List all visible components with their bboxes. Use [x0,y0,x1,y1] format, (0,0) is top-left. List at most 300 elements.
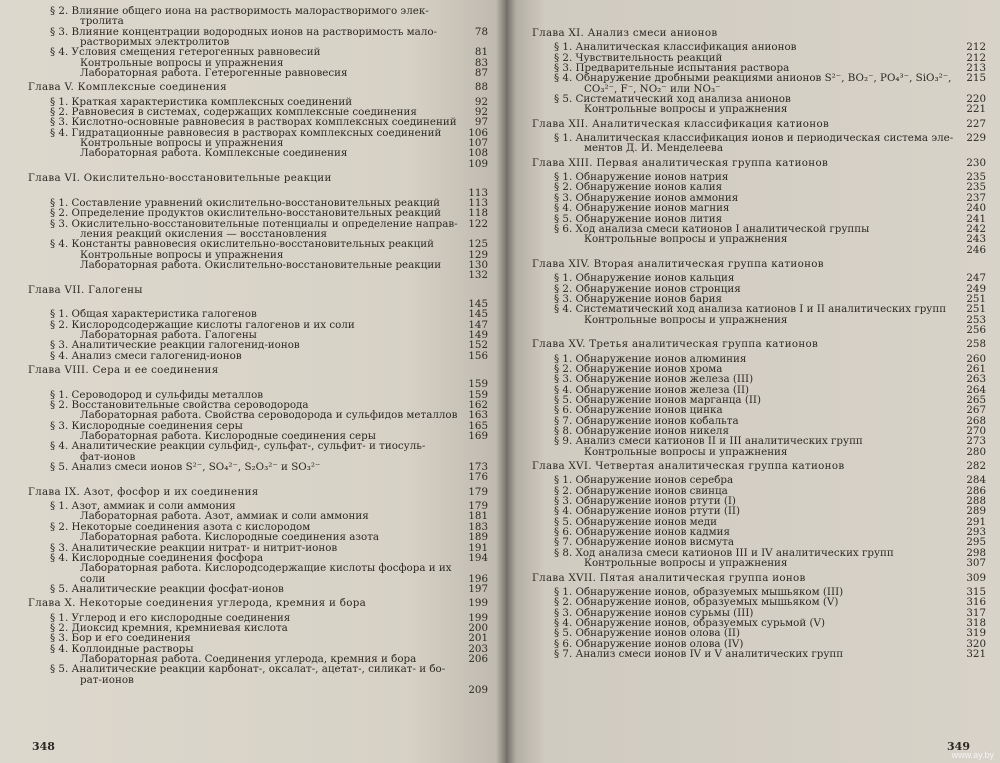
toc-entry-page: 319 [966,627,986,640]
toc-entry-title: Глава VI. Окислительно-восстановительные реакции [28,173,332,184]
toc-entry-page: 200 [468,621,488,634]
toc-entry-page: 87 [474,67,488,80]
toc-entry-title: § 4. Коллоидные растворы [50,643,194,654]
toc-entry-line [28,623,488,633]
toc-entry-line [28,159,488,169]
toc-entry-page: 162 [468,399,488,412]
toc-entry-line [28,97,488,107]
toc-entry-title: § 1. Обнаружение ионов серебра [554,475,734,486]
toc-entry-line [28,208,488,218]
toc-entry-page: 286 [966,484,986,497]
toc-entry-title: § 1. Составление уравнений окислительно-восстановительных реакций [50,197,441,209]
toc-entry-title: § 7. Анализ смеси ионов IV и V аналитических групп [554,648,844,660]
toc-entry-title: § 2. Чувствительность реакций [554,52,723,64]
toc-entry-title: § 1. Обнаружение ионов кальция [554,273,735,284]
toc-entry-line [28,421,488,431]
toc-entry-page: 288 [966,495,986,508]
toc-entry-line [532,506,986,516]
toc-entry-title: § 9. Анализ смеси катионов II и III аналитических групп [554,436,863,447]
toc-entry-title: Контрольные вопросы и упражнения [80,57,284,69]
toc-entry-line [28,299,488,309]
toc-entry-title: § 3. Обнаружение ионов бария [554,293,722,305]
toc-entry-title: § 2. Диоксид кремния, кремниевая кислота [50,622,288,634]
toc-entry-title: § 1. Обнаружение ионов натрия [554,172,729,183]
toc-entry-line [28,6,488,16]
toc-entry-line [532,304,986,314]
toc-entry-title: § 2. Обнаружение ионов калия [554,182,723,193]
toc-entry-page: 247 [966,272,986,285]
toc-entry-page: 83 [474,56,488,69]
toc-entry-line [28,410,488,420]
toc-entry-title: § 5. Анализ смеси ионов S²⁻, SO₄²⁻, S₂O₃²⁻ и SO₃²⁻ [50,462,321,473]
toc-entry-line [532,597,986,607]
toc-entry-title: § 2. Обнаружение ионов хрома [554,363,723,375]
toc-entry-page: 246 [966,243,986,256]
toc-entry-title: § 7. Обнаружение ионов кобальта [554,415,739,427]
toc-chapter-line [532,339,986,349]
toc-entry-page: 165 [468,419,488,432]
toc-entry-line [532,447,986,457]
toc-entry-line [28,68,488,78]
toc-entry-line [28,522,488,532]
toc-entry-title: Лабораторная работа. Свойства сероводорода и сульфидов металлов [80,410,458,421]
toc-entry-title: § 4. Обнаружение ионов железа (II) [554,384,750,395]
toc-entry-title: § 3. Влияние концентрации водородных ионов на растворимость мало- [50,26,438,38]
toc-entry-line [532,143,986,153]
toc-entry-page: 298 [966,546,986,559]
toc-entry-page: 189 [468,531,488,544]
toc-entry-page: 270 [966,425,986,438]
toc-entry-page: 156 [468,349,488,362]
toc-entry-line [532,214,986,224]
toc-entry-title: Глава XVII. Пятая аналитическая группа ионов [532,572,806,583]
toc-entry-line [28,431,488,441]
toc-entry-line [532,325,986,335]
toc-entry-line [532,486,986,496]
toc-entry-line [28,472,488,482]
toc-entry-page: 163 [468,409,488,422]
toc-entry-line [28,47,488,57]
toc-entry-page: 159 [468,378,488,391]
toc-entry-page: 295 [966,536,986,549]
toc-entry-line [532,84,986,94]
toc-entry-line [28,320,488,330]
toc-entry-title: § 4. Обнаружение ионов ртути (II) [554,506,741,517]
toc-entry-line [28,198,488,208]
toc-entry-page: 196 [468,572,488,585]
toc-entry-line [532,558,986,568]
toc-entry-page: 92 [474,95,488,108]
toc-entry-title: § 4. Кислородные соединения фосфора [50,552,264,564]
toc-entry-page: 108 [468,147,488,160]
toc-entry-title: § 5. Обнаружение ионов лития [554,213,723,224]
toc-entry-title: Глава XVI. Четвертая аналитическая группа катионов [532,461,845,472]
toc-entry-title: § 3. Кислородные соединения серы [50,420,243,432]
toc-entry-line [532,273,986,283]
toc-entry-title: соли [80,573,106,584]
toc-entry-title: § 5. Аналитические реакции фосфат-ионов [50,583,284,595]
toc-entry-title: § 6. Обнаружение ионов олова (IV) [554,638,744,649]
toc-entry-line [28,309,488,319]
toc-entry-title: § 5. Обнаружение ионов олова (II) [554,628,740,639]
toc-entry-line [28,654,488,664]
toc-entry-line [28,644,488,654]
toc-entry-page: 215 [966,72,986,85]
toc-entry-title: Глава IX. Азот, фосфор и их соединения [28,486,259,498]
toc-entry-line [532,548,986,558]
toc-entry-line [28,675,488,685]
toc-entry-page: 220 [966,93,986,106]
toc-entry-line [532,649,986,659]
toc-entry-title: Лабораторная работа. Гетерогенные равновесия [80,68,348,79]
toc-entry-line [532,436,986,446]
toc-entry-line [28,229,488,239]
toc-entry-page: 132 [468,269,488,282]
toc-entry-line [532,537,986,547]
toc-entry-line [28,128,488,138]
toc-entry-page: 152 [468,339,488,352]
toc-entry-title: § 5. Систематический ход анализа анионов [554,94,791,105]
toc-entry-page: 229 [966,132,986,145]
toc-entry-page: 212 [966,51,986,64]
toc-entry-line [28,664,488,674]
toc-entry-title: § 3. Окислительно-восстановительные потенциалы и определение направ- [50,218,458,229]
toc-entry-page: 197 [468,582,488,595]
toc-entry-title: § 5. Обнаружение ионов марганца (II) [554,395,762,406]
toc-entry-page: 268 [966,414,986,427]
toc-entry-page: 251 [966,292,986,305]
toc-entry-title: Лабораторная работа. Кислородные соединения азота [80,532,380,543]
toc-entry-page: 106 [468,126,488,139]
toc-entry-title: Контрольные вопросы и упражнения [584,558,788,569]
toc-entry-title: Глава VIII. Сера и ее соединения [28,365,219,376]
toc-entry-line [532,475,986,485]
toc-entry-title: § 6. Обнаружение ионов кадмия [554,527,730,538]
toc-entry-page: 307 [966,557,986,570]
toc-entry-line [28,633,488,643]
toc-entry-page: 107 [468,137,488,150]
toc-entry-line [532,294,986,304]
toc-entry-page: 92 [474,106,488,119]
toc-entry-page: 261 [966,362,986,375]
toc-entry-page: 321 [966,647,986,660]
toc-entry-page: 122 [468,217,488,230]
toc-entry-page: 113 [468,196,488,209]
toc-entry-title: § 3. Аналитические реакции галогенид-ионов [50,340,300,351]
toc-entry-page: 130 [468,258,488,271]
toc-entry-line [532,608,986,618]
toc-entry-line [532,527,986,537]
toc-entry-title: § 2. Некоторые соединения азота с кислородом [50,521,311,533]
toc-entry-page: 284 [966,474,986,487]
toc-entry-title: § 2. Кислородсодержащие кислоты галогенов и их соли [50,319,355,330]
toc-entry-line [28,613,488,623]
toc-entry-title: растворимых электролитов [80,37,230,48]
toc-entry-line [532,354,986,364]
toc-entry-title: Контрольные вопросы и упражнения [80,249,284,260]
toc-entry-line [28,330,488,340]
toc-entry-line [28,351,488,361]
toc-entry-page: 227 [966,117,986,130]
toc-entry-line [28,250,488,260]
toc-entry-line [28,16,488,26]
toc-entry-title: § 2. Обнаружение ионов, образуемых мышьяком (V) [554,597,839,608]
toc-chapter-line [28,82,488,92]
toc-entry-line [28,584,488,594]
toc-entry-page: 230 [966,156,986,169]
toc-entry-line [28,270,488,280]
toc-entry-page: 88 [474,81,488,94]
toc-entry-line [28,107,488,117]
toc-entry-title: § 4. Обнаружение дробными реакциями анионов S²⁻, BO₂⁻, PO₄³⁻, SiO₃²⁻, [554,73,952,84]
toc-entry-page: 221 [966,103,986,116]
toc-entry-title: фат-ионов [80,451,136,463]
toc-chapter-line [28,487,488,497]
toc-entry-title: § 5. Обнаружение ионов меди [554,516,717,528]
toc-entry-line [532,405,986,415]
toc-entry-page: 315 [966,585,986,598]
toc-entry-line [532,628,986,638]
toc-entry-page: 78 [474,25,488,38]
toc-entry-line [532,42,986,52]
toc-entry-line [28,400,488,410]
toc-entry-title: § 1. Аналитическая классификация анионов [554,42,797,53]
toc-entry-line [532,374,986,384]
toc-entry-page: 97 [474,116,488,129]
toc-entry-title: § 2. Влияние общего иона на растворимость малорастворимого элек- [50,6,429,17]
toc-chapter-line [28,173,488,183]
toc-chapter-line [532,573,986,583]
toc-entry-page: 212 [966,41,986,54]
toc-entry-line [532,618,986,628]
toc-entry-title: § 3. Предварительные испытания раствора [554,63,790,74]
toc-entry-line [28,138,488,148]
toc-entry-title: Глава X. Некоторые соединения углерода, кремния и бора [28,598,367,609]
toc-entry-title: Глава XII. Аналитическая классификация катионов [532,118,830,130]
toc-entry-title: Лабораторная работа. Кислородные соединения серы [80,431,376,442]
toc-entry-line [532,639,986,649]
toc-entry-line [28,260,488,270]
toc-entry-title: § 1. Обнаружение ионов алюминия [554,353,747,364]
toc-entry-title: § 7. Обнаружение ионов висмута [554,537,734,548]
toc-entry-title: ментов Д. И. Менделеева [584,143,723,154]
toc-entry-line [532,63,986,73]
toc-entry-line [532,395,986,405]
toc-entry-page: 309 [966,571,986,584]
toc-entry-title: § 2. Равновесия в системах, содержащих комплексные соединения [50,107,417,118]
toc-entry-title: § 2. Обнаружение ионов стронция [554,283,741,294]
toc-entry-title: Глава VII. Галогены [28,284,143,295]
toc-entry-title: § 2. Обнаружение ионов свинца [554,485,728,497]
toc-entry-line [532,172,986,182]
toc-entry-line [532,284,986,294]
toc-entry-page: 209 [468,683,488,696]
toc-entry-title: § 3. Аналитические реакции нитрат- и нитрит-ионов [50,542,338,553]
toc-entry-title: Лабораторная работа. Окислительно-восстановительные реакции [80,259,442,271]
toc-entry-page: 109 [468,157,488,170]
toc-entry-title: § 1. Азот, аммиак и соли аммония [50,501,236,512]
toc-entry-page: 240 [966,202,986,215]
toc-entry-page: 206 [468,652,488,665]
toc-entry-title: Контрольные вопросы и упражнения [584,446,788,458]
toc-entry-title: § 4. Обнаружение ионов магния [554,203,730,214]
toc-entry-title: Контрольные вопросы и упражнения [584,314,788,325]
toc-entry-line [532,364,986,374]
toc-chapter-line [532,158,986,168]
toc-entry-page: 179 [468,500,488,513]
toc-entry-line [532,416,986,426]
toc-entry-line [28,188,488,198]
toc-entry-page: 118 [468,207,488,220]
page-number-left: 348 [32,740,55,753]
right-page [506,0,1000,763]
toc-entry-page: 253 [966,313,986,326]
toc-entry-title: § 1. Углерод и его кислородные соединения [50,612,291,623]
toc-entry-line [28,462,488,472]
toc-entry-page: 194 [468,551,488,564]
toc-entry-page: 203 [468,642,488,655]
toc-entry-page: 113 [468,186,488,199]
toc-entry-title: Глава XIII. Первая аналитическая группа катионов [532,157,829,169]
toc-entry-page: 145 [468,297,488,310]
toc-entry-page: 251 [966,303,986,316]
toc-entry-page: 249 [966,282,986,295]
toc-entry-page: 289 [966,505,986,518]
toc-left [28,6,488,695]
toc-entry-title: Лабораторная работа. Азот, аммиак и соли аммония [80,511,369,522]
toc-entry-page: 191 [468,541,488,554]
toc-entry-title: Лабораторная работа. Соединения углерода, кремния и бора [80,653,417,665]
toc-entry-line [532,133,986,143]
toc-entry-page: 243 [966,233,986,246]
toc-entry-title: § 1. Краткая характеристика комплексных соединений [50,96,353,108]
toc-entry-page: 280 [966,445,986,458]
toc-entry-page: 263 [966,373,986,386]
toc-entry-title: Глава V. Комплексные соединения [28,82,227,93]
toc-entry-line [532,94,986,104]
toc-entry-title: рат-ионов [80,674,134,685]
toc-entry-line [532,496,986,506]
toc-entry-line [532,245,986,255]
toc-entry-title: Контрольные вопросы и упражнения [584,104,788,115]
toc-entry-line [28,117,488,127]
toc-entry-title: § 1. Сероводород и сульфиды металлов [50,389,264,401]
toc-entry-title: § 6. Ход анализа смеси катионов I аналитической группы [554,223,870,235]
toc-entry-title: § 8. Обнаружение ионов никеля [554,426,729,437]
toc-entry-page: 235 [966,181,986,194]
toc-entry-title: § 1. Обнаружение ионов, образуемых мышьяком (III) [554,586,844,598]
toc-entry-page: 241 [966,212,986,225]
toc-entry-line [28,58,488,68]
toc-entry-page: 291 [966,515,986,528]
toc-entry-title: § 8. Ход анализа смеси катионов III и IV аналитических групп [554,547,894,559]
toc-entry-title: § 3. Обнаружение ионов железа (III) [554,374,754,385]
toc-entry-line [532,426,986,436]
toc-entry-title: § 4. Анализ смеси галогенид-ионов [50,350,242,361]
toc-chapter-line [532,461,986,471]
toc-entry-line [28,148,488,158]
toc-entry-page: 201 [468,632,488,645]
toc-entry-page: 258 [966,338,986,351]
toc-entry-title: § 2. Определение продуктов окислительно-восстановительных реакций [50,208,442,219]
toc-entry-page: 149 [468,328,488,341]
toc-chapter-line [28,285,488,295]
toc-entry-page: 318 [966,616,986,629]
toc-entry-line [532,104,986,114]
toc-entry-title: § 2. Восстановительные свойства сероводорода [50,400,309,411]
toc-entry-line [28,501,488,511]
toc-entry-page: 265 [966,394,986,406]
toc-entry-title: CO₃²⁻, F⁻, NO₂⁻ или NO₃⁻ [584,83,721,95]
toc-entry-page: 199 [468,611,488,624]
toc-entry-page: 256 [966,323,986,336]
toc-chapter-line [532,119,986,129]
toc-entry-page: 129 [468,248,488,261]
toc-entry-page: 169 [468,430,488,443]
page-number-right: 349 [947,740,970,753]
toc-entry-title: § 3. Обнаружение ионов аммония [554,192,739,204]
toc-entry-page: 125 [468,238,488,251]
toc-entry-title: § 3. Обнаружение ионов ртути (I) [554,496,736,507]
toc-entry-title: Контрольные вопросы и упражнения [80,138,284,149]
toc-entry-page: 273 [966,435,986,448]
toc-entry-line [532,73,986,83]
toc-entry-title: Глава XV. Третья аналитическая группа катионов [532,339,819,350]
toc-entry-title: § 4. Обнаружение ионов, образуемых сурьмой (V) [554,617,825,629]
toc-entry-title: § 4. Константы равновесия окислительно-восстановительных реакций [50,239,434,250]
toc-entry-title: Лабораторная работа. Кислородсодержащие кислоты фосфора и их [80,563,452,574]
toc-chapter-line [532,259,986,269]
toc-entry-line [532,234,986,244]
toc-entry-title: § 3. Обнаружение ионов сурьмы (III) [554,607,754,618]
toc-entry-title: § 1. Аналитическая классификация ионов и периодическая система эле- [554,133,954,144]
toc-entry-page: 81 [474,46,488,59]
toc-entry-page: 235 [966,171,986,184]
toc-entry-line [532,385,986,395]
toc-entry-line [28,563,488,573]
toc-entry-title: § 4. Аналитические реакции сульфид-, сульфат-, сульфит- и тиосуль- [50,441,426,452]
toc-entry-page: 317 [966,606,986,619]
toc-entry-line [28,340,488,350]
toc-entry-page: 213 [966,62,986,75]
toc-entry-line [532,182,986,192]
toc-entry-line [28,379,488,389]
toc-chapter-line [28,598,488,608]
watermark: www.ay.by [951,750,994,760]
toc-entry-page: 183 [468,520,488,533]
toc-entry-title: Лабораторная работа. Галогены [80,329,257,341]
toc-entry-page: 237 [966,191,986,204]
toc-entry-line [532,517,986,527]
toc-entry-title: ления реакций окисления — восстановления [80,228,328,240]
toc-entry-title: Глава XI. Анализ смеси анионов [532,28,718,39]
toc-entry-title: Глава XIV. Вторая аналитическая группа катионов [532,258,824,270]
toc-entry-page: 181 [468,510,488,523]
toc-entry-line [28,685,488,695]
toc-entry-page: 293 [966,526,986,539]
toc-entry-line [28,452,488,462]
toc-entry-page: 145 [468,308,488,321]
toc-entry-title: § 4. Условия смещения гетерогенных равновесий [50,47,321,58]
toc-entry-title: § 4. Гидратационные равновесия в растворах комплексных соединений [50,127,442,139]
toc-entry-line [532,203,986,213]
toc-entry-line [28,532,488,542]
toc-entry-line [28,239,488,249]
toc-entry-page: 264 [966,383,986,396]
toc-entry-page: 320 [966,637,986,650]
toc-entry-title: Лабораторная работа. Комплексные соединения [80,148,348,159]
toc-entry-line [28,27,488,37]
